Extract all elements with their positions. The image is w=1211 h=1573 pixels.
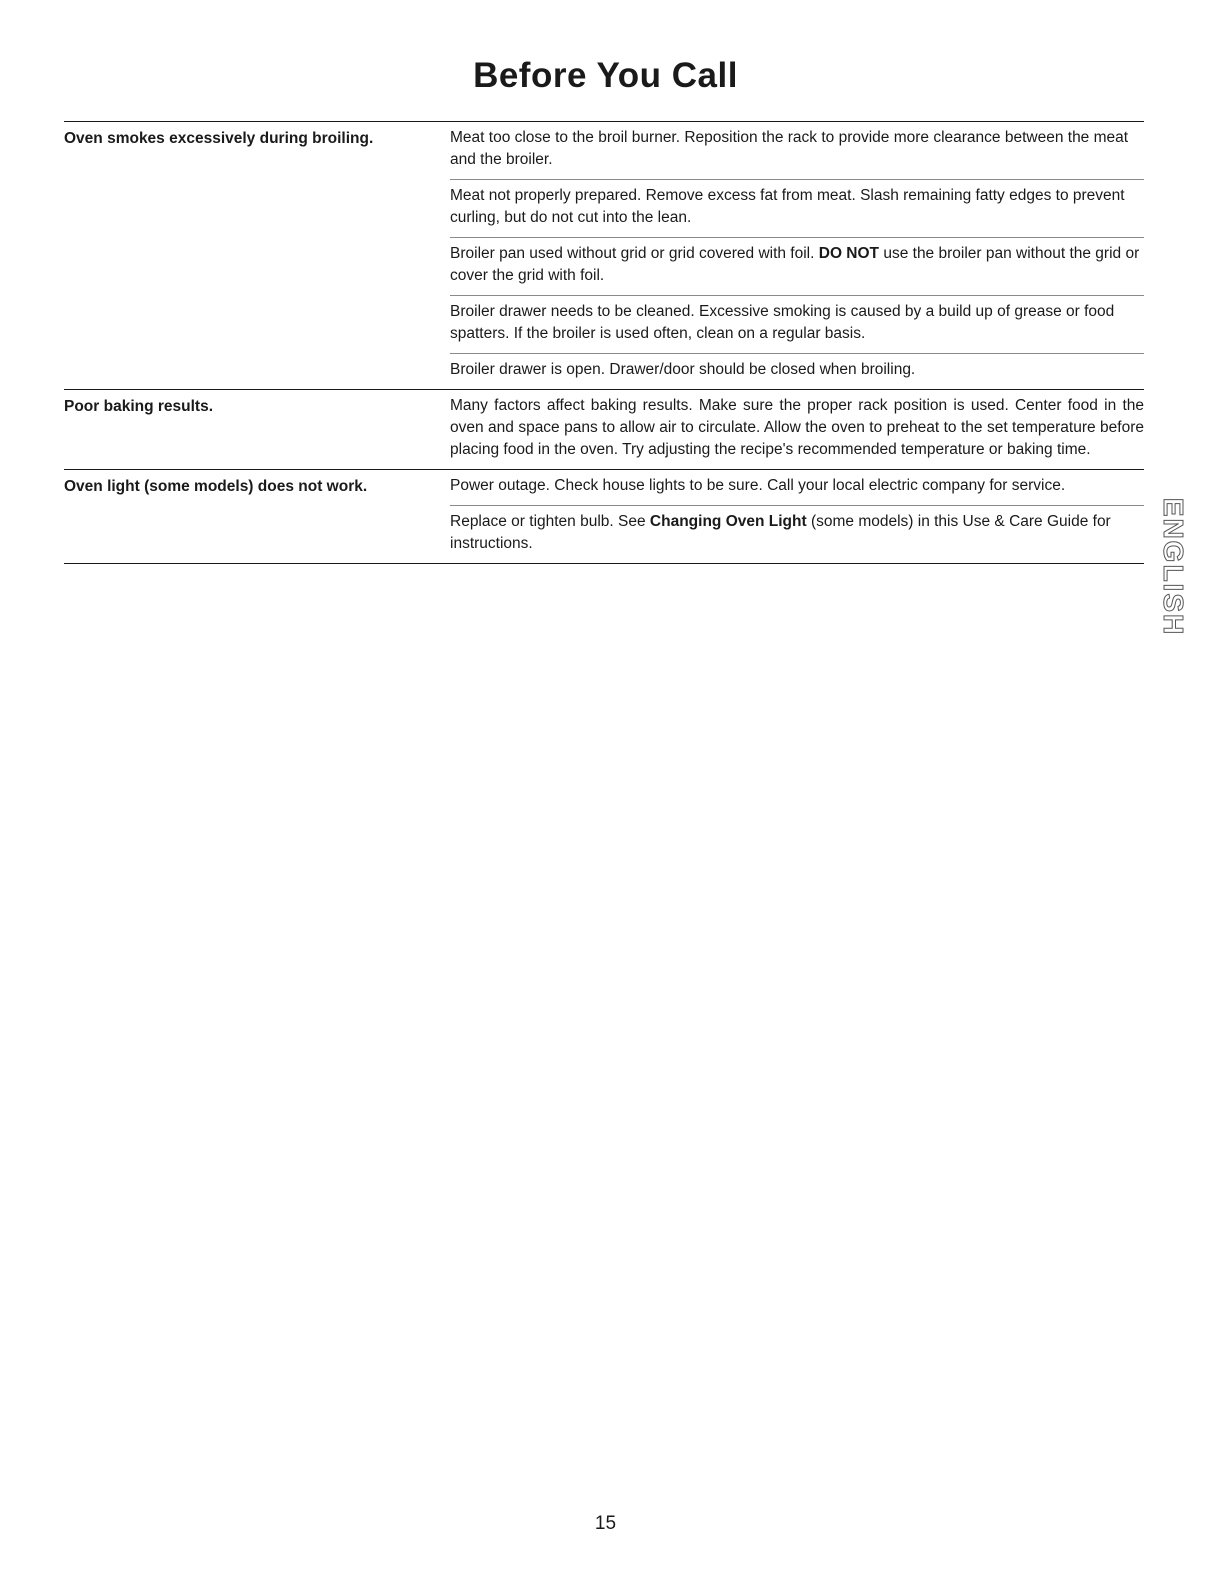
page-title: Before You Call xyxy=(473,56,738,95)
solution-item: Broiler drawer needs to be cleaned. Excessive smoking is caused by a build up of grease or food spatters. If the broiler is used often, clean on a regular basis. xyxy=(450,296,1144,354)
problem-label: Oven light (some models) does not work. xyxy=(64,478,368,495)
solution-item: Power outage. Check house lights to be sure. Call your local electric company for service. xyxy=(450,470,1144,506)
troubleshooting-table xyxy=(64,121,1144,564)
solution-item: Broiler drawer is open. Drawer/door should be closed when broiling. xyxy=(450,361,916,378)
solutions-list xyxy=(450,122,1144,389)
solution-item xyxy=(450,238,1144,296)
solution-text: use the broiler pan without the grid or cover the grid with foil. xyxy=(450,245,1140,284)
solution-text: Replace or tighten bulb. See xyxy=(450,513,650,530)
page-number: 15 xyxy=(594,1513,617,1534)
solution-text: (some models) in this Use & Care Guide for instructions. xyxy=(450,513,1111,552)
solution-item xyxy=(450,506,1144,563)
solution-item: Many factors affect baking results. Make sure the proper rack position is used. Center food in the oven and space pans to allow air to circulate. Allow the oven to preheat to the set temperature before placing food in the oven. Try adjusting the recipe's recommended temperature or baking time. xyxy=(450,397,1144,458)
solution-item: Meat too close to the broil burner. Reposition the rack to provide more clearance between the meat and the broiler. xyxy=(450,122,1144,180)
language-label: ENGLISH xyxy=(1158,497,1189,637)
problem-label: Poor baking results. xyxy=(64,398,214,415)
language-side-tab xyxy=(1153,492,1193,642)
solutions-list xyxy=(450,470,1144,563)
solution-emphasis: Changing Oven Light xyxy=(649,513,807,530)
solutions-list xyxy=(450,390,1144,469)
solution-item: Meat not properly prepared. Remove excess fat from meat. Slash remaining fatty edges to prevent curling, but do not cut into the lean. xyxy=(450,180,1144,238)
solution-emphasis: DO NOT xyxy=(818,245,880,262)
troubleshooting-section xyxy=(64,470,1144,564)
problem-label: Oven smokes excessively during broiling. xyxy=(64,130,374,147)
troubleshooting-section xyxy=(64,122,1144,390)
solution-text: Broiler pan used without grid or grid covered with foil. xyxy=(450,245,819,262)
troubleshooting-section xyxy=(64,390,1144,470)
